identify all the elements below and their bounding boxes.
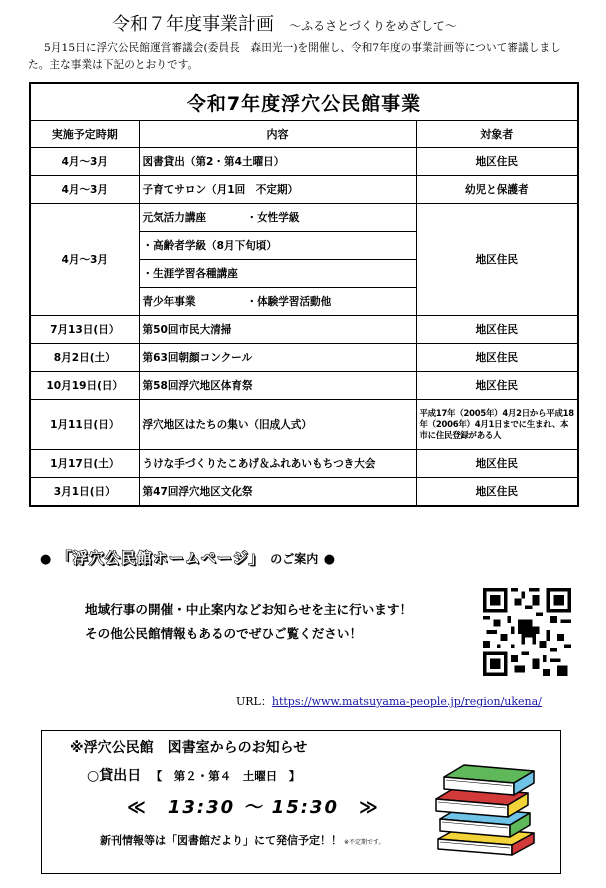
cell-content: ・高齢者学級（8月下旬頃） <box>139 232 416 260</box>
table-row <box>30 344 578 372</box>
homepage-description <box>85 598 475 646</box>
cell-content <box>139 204 416 232</box>
table-row <box>30 316 578 344</box>
intro-paragraph: 5月15日に浮穴公民館運営審議会(委員長 森田光一)を開催し、令和7年度の事業計画等について審議しました。主な事業は下記のとおりです。 <box>28 42 561 71</box>
header-period: 実施予定時期 <box>30 121 139 148</box>
cell-period: 1月17日(土） <box>30 450 139 478</box>
cell-content: 図書貸出（第2・第4土曜日） <box>139 148 416 176</box>
table-row <box>30 148 578 176</box>
page-subtitle: ～ふるさとづくりをめざして～ <box>289 19 457 33</box>
cell-period: 1月11日(日） <box>30 400 139 450</box>
library-note: 新刊情報等は「図書館だより」にて発信予定！！ <box>100 834 342 847</box>
sub-item: ・体験学習活動他 <box>246 296 332 308</box>
url-row <box>236 693 542 709</box>
cell-period: 3月1日(日） <box>30 478 139 507</box>
cell-target: 地区住民 <box>416 372 578 400</box>
table-row <box>30 450 578 478</box>
cell-content: 第47回浮穴地区文化祭 <box>139 478 416 507</box>
category-label: 元気活力講座 <box>142 212 207 224</box>
url-label: URL： <box>236 695 272 708</box>
cell-target: 地区住民 <box>416 204 578 316</box>
schedule-table <box>29 82 579 507</box>
category-label: 青少年事業 <box>142 296 196 308</box>
cell-period: 4月～3月 <box>30 204 139 316</box>
cell-period: 8月2日(土） <box>30 344 139 372</box>
sub-item: ・女性学級 <box>246 212 300 224</box>
header-content: 内容 <box>139 121 416 148</box>
table-title: 令和7年度浮穴公民館事業 <box>30 83 578 121</box>
title-row <box>112 10 592 38</box>
cell-period: 10月19日(日） <box>30 372 139 400</box>
cell-period: 4月～3月 <box>30 148 139 176</box>
cell-content: 浮穴地区はたちの集い（旧成人式） <box>139 400 416 450</box>
cell-content: うけな手づくりたこあげ＆ふれあいもちつき大会 <box>139 450 416 478</box>
cell-target: 地区住民 <box>416 478 578 507</box>
homepage-heading-tail: のご案内 <box>270 552 319 566</box>
homepage-line-2: その他公民館情報もあるのでぜひご覧ください！ <box>85 626 363 641</box>
bullet-icon: ● <box>323 552 336 567</box>
table-row <box>30 400 578 450</box>
table-row <box>30 478 578 507</box>
table-row <box>30 204 578 232</box>
cell-target: 地区住民 <box>416 148 578 176</box>
cell-content: 子育てサロン（月1回 不定期） <box>139 176 416 204</box>
page-title: 令和７年度事業計画 <box>112 14 274 35</box>
library-day-row <box>87 765 300 785</box>
cell-target: 平成17年（2005年）4月2日から平成18年（2006年）4月1日までに生まれ、本市に住民登録がある人 <box>416 400 578 450</box>
library-title: ※浮穴公民館 図書室からのお知らせ <box>70 740 308 756</box>
library-notice-box <box>41 730 561 874</box>
bullet-icon: ● <box>40 552 52 567</box>
cell-target: 地区住民 <box>416 344 578 372</box>
homepage-heading <box>40 547 570 577</box>
library-note-row <box>100 829 385 848</box>
book-stack-icon <box>430 741 540 861</box>
library-day-label: ○貸出日 <box>87 768 142 784</box>
library-time: ≪ 13:30 ～ 15:30 ≫ <box>127 797 380 818</box>
cell-period: 7月13日(日） <box>30 316 139 344</box>
homepage-heading-title: 「浮穴公民館ホームページ」 <box>56 549 265 567</box>
cell-content: ・生涯学習各種講座 <box>139 260 416 288</box>
cell-target: 地区住民 <box>416 450 578 478</box>
cell-content: 第50回市民大清掃 <box>139 316 416 344</box>
qr-code-icon[interactable] <box>483 588 571 676</box>
cell-target: 幼児と保護者 <box>416 176 578 204</box>
cell-content: 第58回浮穴地区体育祭 <box>139 372 416 400</box>
library-note-small: ※不定期です。 <box>344 839 385 846</box>
cell-target: 地区住民 <box>416 316 578 344</box>
table-row <box>30 372 578 400</box>
table-row <box>30 176 578 204</box>
cell-content: 第63回朝顔コンクール <box>139 344 416 372</box>
header-target: 対象者 <box>416 121 578 148</box>
homepage-line-1: 地域行事の開催・中止案内などお知らせを主に行います！ <box>85 602 413 617</box>
cell-period: 4月～3月 <box>30 176 139 204</box>
library-day-value: 【 第２・第４ 土曜日 】 <box>150 769 301 783</box>
cell-content <box>139 288 416 316</box>
homepage-url-link[interactable]: https://www.matsuyama-people.jp/region/ukena/ <box>271 695 542 708</box>
